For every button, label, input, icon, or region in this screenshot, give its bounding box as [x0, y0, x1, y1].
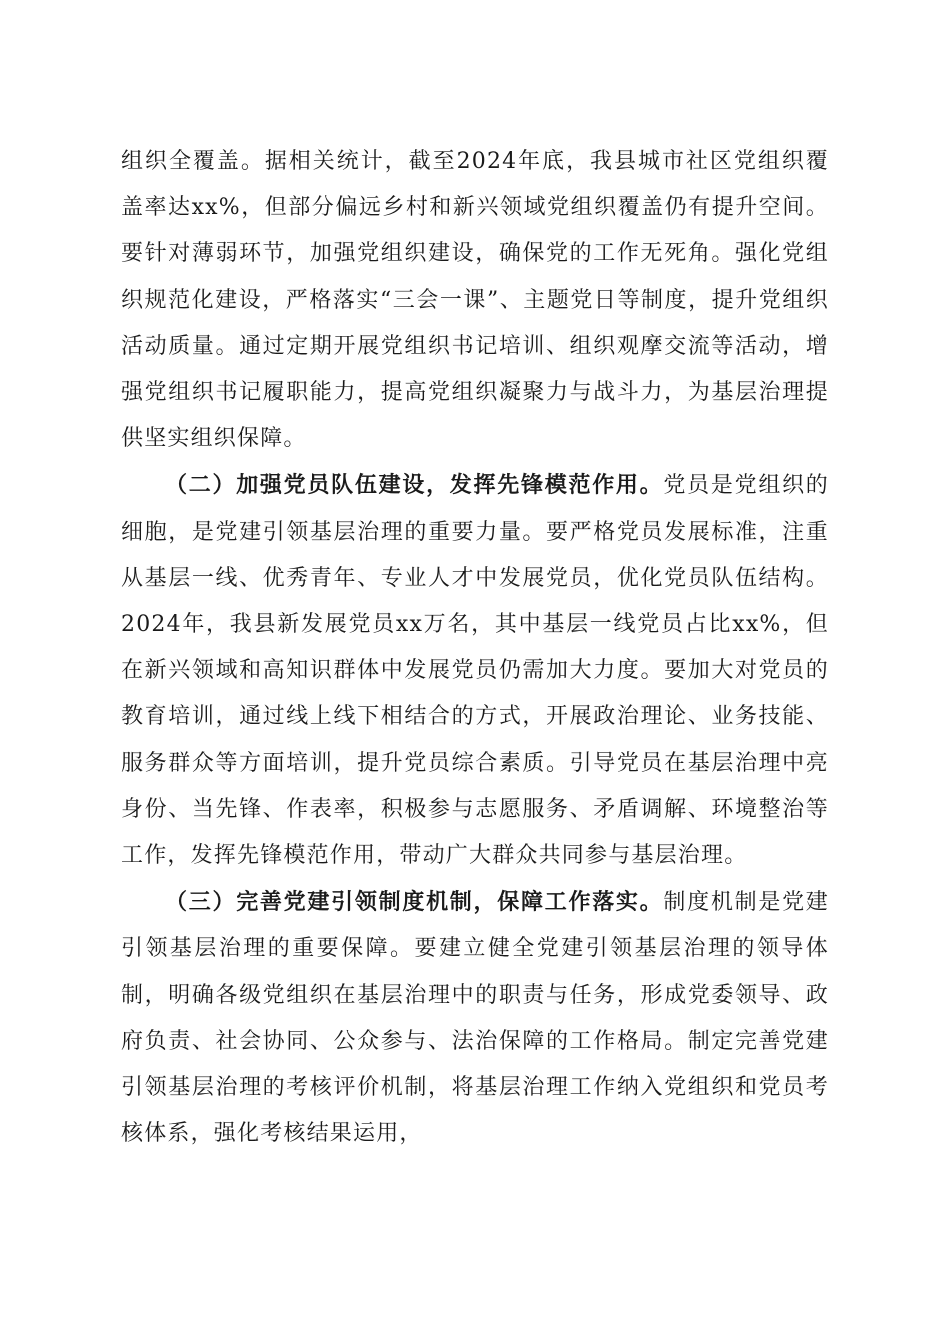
paragraph-text: 组织全覆盖。据相关统计，截至2024年底，我县城市社区党组织覆盖率达xx%，但部分偏远乡村和新兴领域党组织覆盖仍有提升空间。要针对薄弱环节，加强党组织建设，确保党的工作无死角。强化党组织规范化建设，严格落实“三会一课”、主题党日等制度，提升党组织活动质量。通过定期开展党组织书记培训、组织观摩交流等活动，增强党组织书记履职能力，提高党组织凝聚力与战斗力，为基层治理提供坚实组织保障。 [121, 149, 829, 452]
section-heading: （三）完善党建引领制度机制，保障工作落实。 [165, 889, 664, 916]
section-heading: （二）加强党员队伍建设，发挥先锋模范作用。 [165, 472, 664, 499]
paragraph-continuation [121, 139, 829, 462]
paragraph-text: 制度机制是党建引领基层治理的重要保障。要建立健全党建引领基层治理的领导体制，明确各级党组织在基层治理中的职责与任务，形成党委领导、政府负责、社会协同、公众参与、法治保障的工作格局。制定完善党建引领基层治理的考核评价机制，将基层治理工作纳入党组织和党员考核体系，强化考核结果运用， [121, 890, 830, 1147]
paragraph-text: 党员是党组织的细胞，是党建引领基层治理的重要力量。要严格党员发展标准，注重从基层一线、优秀青年、专业人才中发展党员，优化党员队伍结构。2024年，我县新发展党员xx万名，其中基层一线党员占比xx%，但在新兴领域和高知识群体中发展党员仍需加大力度。要加大对党员的教育培训，通过线上线下相结合的方式，开展政治理论、业务技能、服务群众等方面培训，提升党员综合素质。引导党员在基层治理中亮身份、当先锋、作表率，积极参与志愿服务、矛盾调解、环境整治等工作，发挥先锋模范作用，带动广大群众共同参与基层治理。 [121, 473, 830, 869]
paragraph-section-2 [121, 462, 829, 879]
paragraph-section-3 [121, 879, 829, 1157]
document-body [121, 139, 829, 1157]
